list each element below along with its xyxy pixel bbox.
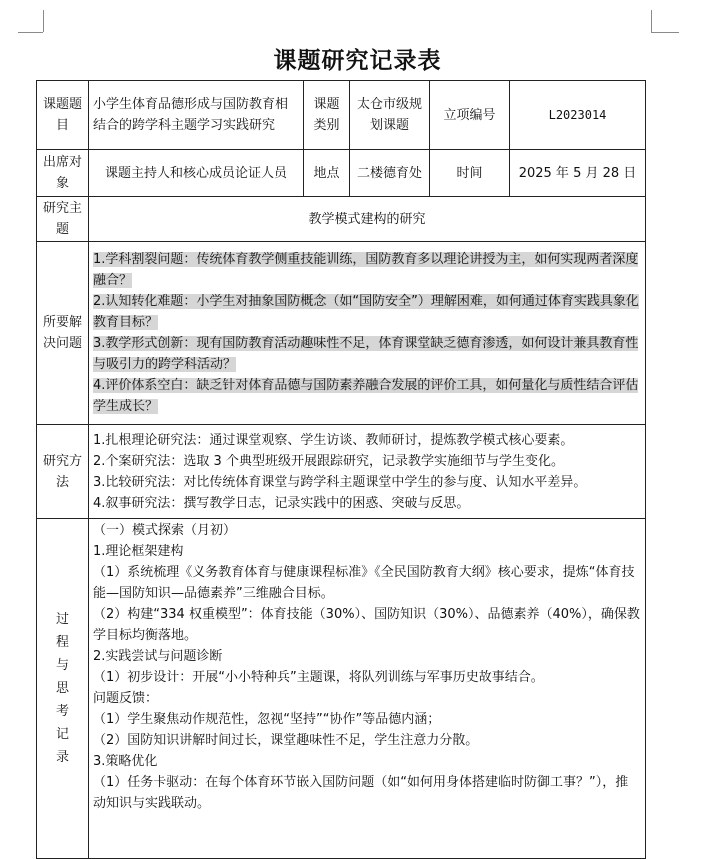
- process-line: （2）国防知识讲解时间过长，课堂趣味性不足，学生注意力分散。: [93, 733, 479, 748]
- table-row-process: [37, 519, 646, 859]
- process-line: 1.理论框架建构: [93, 544, 184, 559]
- problems-cell: [89, 242, 646, 425]
- table-row-theme: [37, 197, 646, 242]
- method-item: 1.扎根理论研究法：通过课堂观察、学生访谈、教师研讨，提炼教学模式核心要素。: [93, 432, 574, 448]
- process-line: （1）初步设计：开展“小小特种兵”主题课，将队列训练与军事历史故事结合。: [93, 670, 544, 685]
- problem-item: 1.学科割裂问题：传统体育教学侧重技能训练，国防教育多以理论讲授为主，如何实现两者深度融合？: [93, 252, 639, 288]
- category-value: 太仓市级规划课题: [350, 81, 430, 150]
- problem-item: 4.评价体系空白：缺乏针对体育品德与国防素养融合发展的评价工具，如何量化与质性结合评估学生成长？: [93, 378, 639, 414]
- project-id-label: 立项编号: [430, 81, 510, 150]
- category-label: 课题类别: [304, 81, 350, 150]
- place-value: 二楼德育处: [350, 150, 430, 197]
- table-row-methods: [37, 425, 646, 519]
- process-label: [37, 519, 89, 859]
- place-label: 地点: [304, 150, 350, 197]
- record-table: [36, 80, 646, 859]
- theme-value: 教学模式建构的研究: [89, 197, 646, 242]
- method-item: 2.个案研究法：选取 3 个典型班级开展跟踪研究，记录教学实施细节与学生变化。: [93, 453, 564, 469]
- process-cell: [89, 519, 646, 859]
- process-line: 3.策略优化: [93, 754, 158, 769]
- crop-mark-top-left-horizontal: [18, 32, 43, 33]
- problem-item: 3.教学形式创新：现有国防教育活动趣味性不足，体育课堂缺乏德育渗透，如何设计兼具教育性与吸引力的跨学科活动？: [93, 336, 639, 372]
- document-title: 课题研究记录表: [273, 47, 442, 74]
- subject-value: 小学生体育品德形成与国防教育相结合的跨学科主题学习实践研究: [89, 81, 304, 150]
- process-line: （一）模式探索（月初）: [93, 523, 237, 538]
- method-item: 4.叙事研究法：撰写教学日志，记录实践中的困惑、突破与反思。: [93, 495, 470, 511]
- crop-mark-top-right-horizontal: [651, 32, 679, 33]
- subject-label: 课题题目: [37, 81, 89, 150]
- process-line: 2.实践尝试与问题诊断: [93, 649, 223, 664]
- process-label-text: 过 程 与 思 考 记 录: [55, 612, 69, 765]
- methods-label: 研究方法: [37, 425, 89, 519]
- method-item: 3.比较研究法：对比传统体育课堂与跨学科主题课堂中学生的参与度、认知水平差异。: [93, 474, 587, 490]
- project-id-value: L2023014: [510, 81, 646, 150]
- methods-cell: [89, 425, 646, 519]
- problem-item: 2.认知转化难题：小学生对抽象国防概念（如“国防安全”）理解困难，如何通过体育实践具象化教育目标？: [93, 294, 639, 330]
- time-value: 2025 年 5 月 28 日: [510, 150, 646, 197]
- table-row-subject: [37, 81, 646, 150]
- process-line: 问题反馈：: [93, 691, 159, 706]
- attendees-label: 出席对象: [37, 150, 89, 197]
- time-label: 时间: [430, 150, 510, 197]
- process-line: （2）构建“334 权重模型”：体育技能（30%）、国防知识（30%）、品德素养（40%），确保教学目标均衡落地。: [93, 607, 640, 643]
- crop-mark-top-left-vertical: [43, 10, 44, 32]
- problems-label: 所要解决问题: [37, 242, 89, 425]
- table-row-attendees: [37, 150, 646, 197]
- process-line: （1）学生聚焦动作规范性，忽视“坚持”“协作”等品德内涵；: [93, 712, 441, 727]
- crop-mark-top-right-vertical: [651, 10, 652, 32]
- theme-label: 研究主题: [37, 197, 89, 242]
- table-row-problems: [37, 242, 646, 425]
- process-line: （1）任务卡驱动：在每个体育环节嵌入国防问题（如“如何用身体搭建临时防御工事？”），推动知识与实践联动。: [93, 775, 629, 811]
- attendees-value: 课题主持人和核心成员论证人员: [89, 150, 304, 197]
- process-line: （1）系统梳理《义务教育体育与健康课程标准》《全民国防教育大纲》核心要求，提炼“体育技能—国防知识—品德素养”三维融合目标。: [93, 565, 635, 601]
